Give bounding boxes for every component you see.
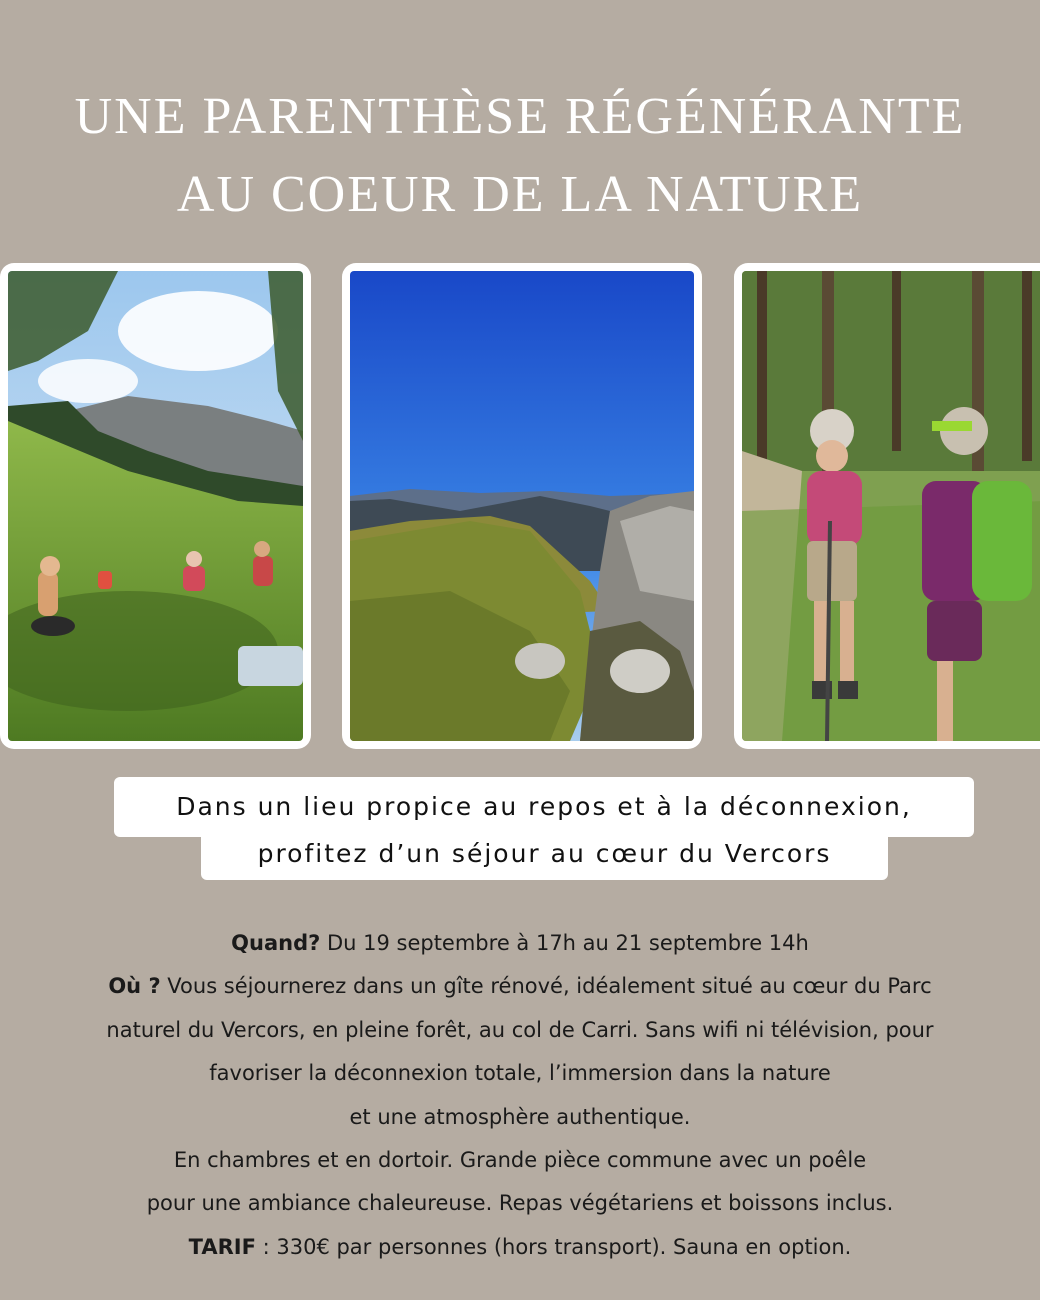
- where-label: Où ?: [108, 974, 161, 999]
- caption-line-2: profitez d’un séjour au cœur du Vercors: [257, 839, 832, 868]
- where-line-2: naturel du Vercors, en pleine forêt, au col de Carri. Sans wifi ni télévision, pour: [106, 1017, 934, 1042]
- when-label: Quand?: [231, 931, 321, 955]
- caption-line-1: Dans un lieu propice au repos et à la déconnexion,: [176, 792, 912, 821]
- price-line: [40, 1226, 1000, 1269]
- price-text: : 330€ par personnes (hors transport). Sauna en option.: [255, 1234, 852, 1259]
- caption-line-1-box: [114, 777, 974, 837]
- rooms-line-1: En chambres et en dortoir. Grande pièce commune avec un poêle: [173, 1148, 867, 1173]
- meadow-image: [8, 271, 303, 741]
- where-line-4: et une atmosphère authentique.: [349, 1104, 691, 1129]
- title-line-1: UNE PARENTHÈSE RÉGÉNÉRANTE: [74, 88, 966, 145]
- where-line-3: favoriser la déconnexion totale, l’immersion dans la nature: [209, 1061, 831, 1086]
- rooms-line-2: pour une ambiance chaleureuse. Repas végétariens et boissons inclus.: [146, 1191, 894, 1216]
- where-text-1: Vous séjournerez dans un gîte rénové, idéalement situé au cœur du Parc: [160, 974, 932, 999]
- page-title: [0, 78, 1040, 234]
- hikers-image: [742, 271, 1040, 741]
- where-line-1: [40, 965, 1000, 1008]
- event-details: [40, 922, 1000, 1269]
- when-text: Du 19 septembre à 17h au 21 septembre 14h: [320, 931, 809, 955]
- title-line-2: AU COEUR DE LA NATURE: [176, 166, 864, 223]
- ridge-image: [350, 271, 694, 741]
- when-line: [40, 922, 1000, 965]
- caption-line-2-box: [201, 830, 888, 880]
- photo-meditation-meadow: [0, 263, 311, 749]
- price-label: TARIF: [188, 1234, 256, 1259]
- photo-mountain-ridge: [342, 263, 702, 749]
- photo-hikers-forest: [734, 263, 1040, 749]
